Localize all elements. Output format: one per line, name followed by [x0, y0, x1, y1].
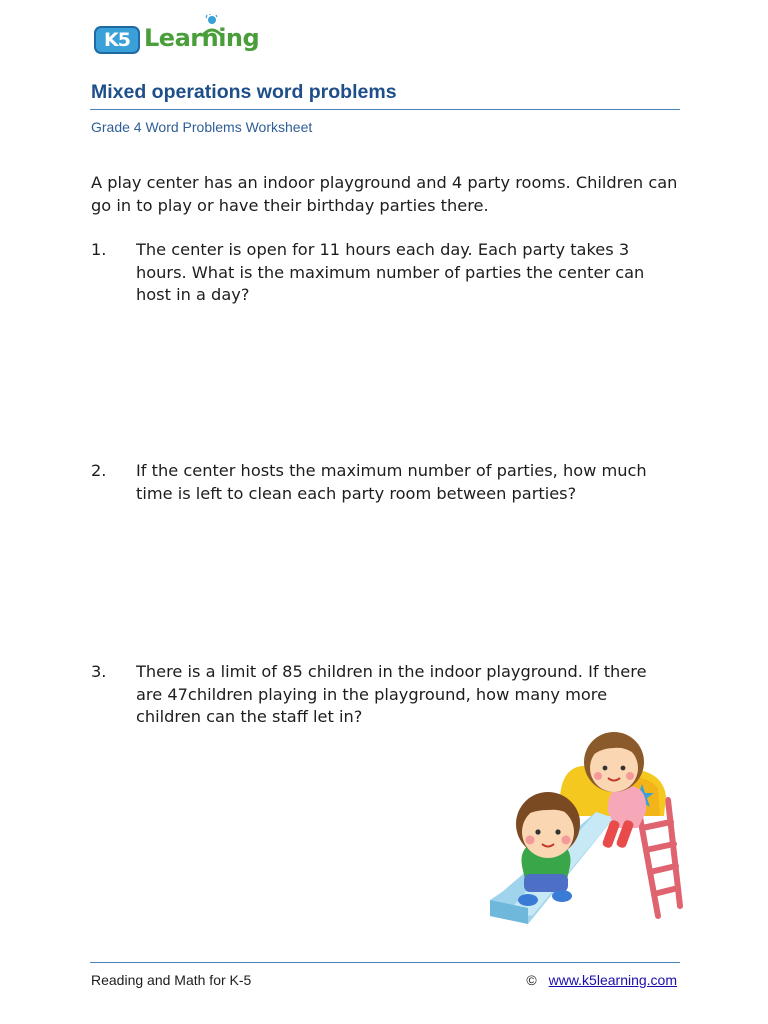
- problem-number: 3.: [91, 662, 107, 681]
- logo-wordmark: Learning: [144, 24, 260, 52]
- title-divider: [90, 109, 680, 110]
- intro-paragraph: A play center has an indoor playground and 4 party rooms. Children can go in to play or have their birthday parties there.: [91, 173, 678, 215]
- footer-copyright: [526, 971, 677, 989]
- children-on-slide-illustration: [488, 716, 684, 932]
- k5-learning-logo: [92, 14, 262, 60]
- reading-child-icon: [196, 14, 226, 38]
- page-title: Mixed operations word problems: [91, 81, 397, 103]
- problem-text: There is a limit of 85 children in the indoor playground. If there are 47children playing in the playground, how many more children can the staff let in?: [136, 662, 647, 726]
- problem-text: The center is open for 11 hours each day. Each party takes 3 hours. What is the maximum number of parties the center can host in a day?: [136, 240, 645, 304]
- problem-text: If the center hosts the maximum number of parties, how much time is left to clean each party room between parties?: [136, 461, 647, 503]
- worksheet-subtitle: Grade 4 Word Problems Worksheet: [91, 119, 313, 135]
- slide-ladder: [638, 800, 680, 916]
- logo-badge: K5: [94, 26, 140, 54]
- problem-number: 1.: [91, 240, 107, 259]
- k5learning-website-link[interactable]: www.k5learning.com: [548, 972, 677, 988]
- footer-divider: [90, 962, 680, 963]
- footer-tagline: Reading and Math for K-5: [91, 972, 252, 988]
- copyright-symbol: ©: [526, 972, 537, 988]
- problem-number: 2.: [91, 461, 107, 480]
